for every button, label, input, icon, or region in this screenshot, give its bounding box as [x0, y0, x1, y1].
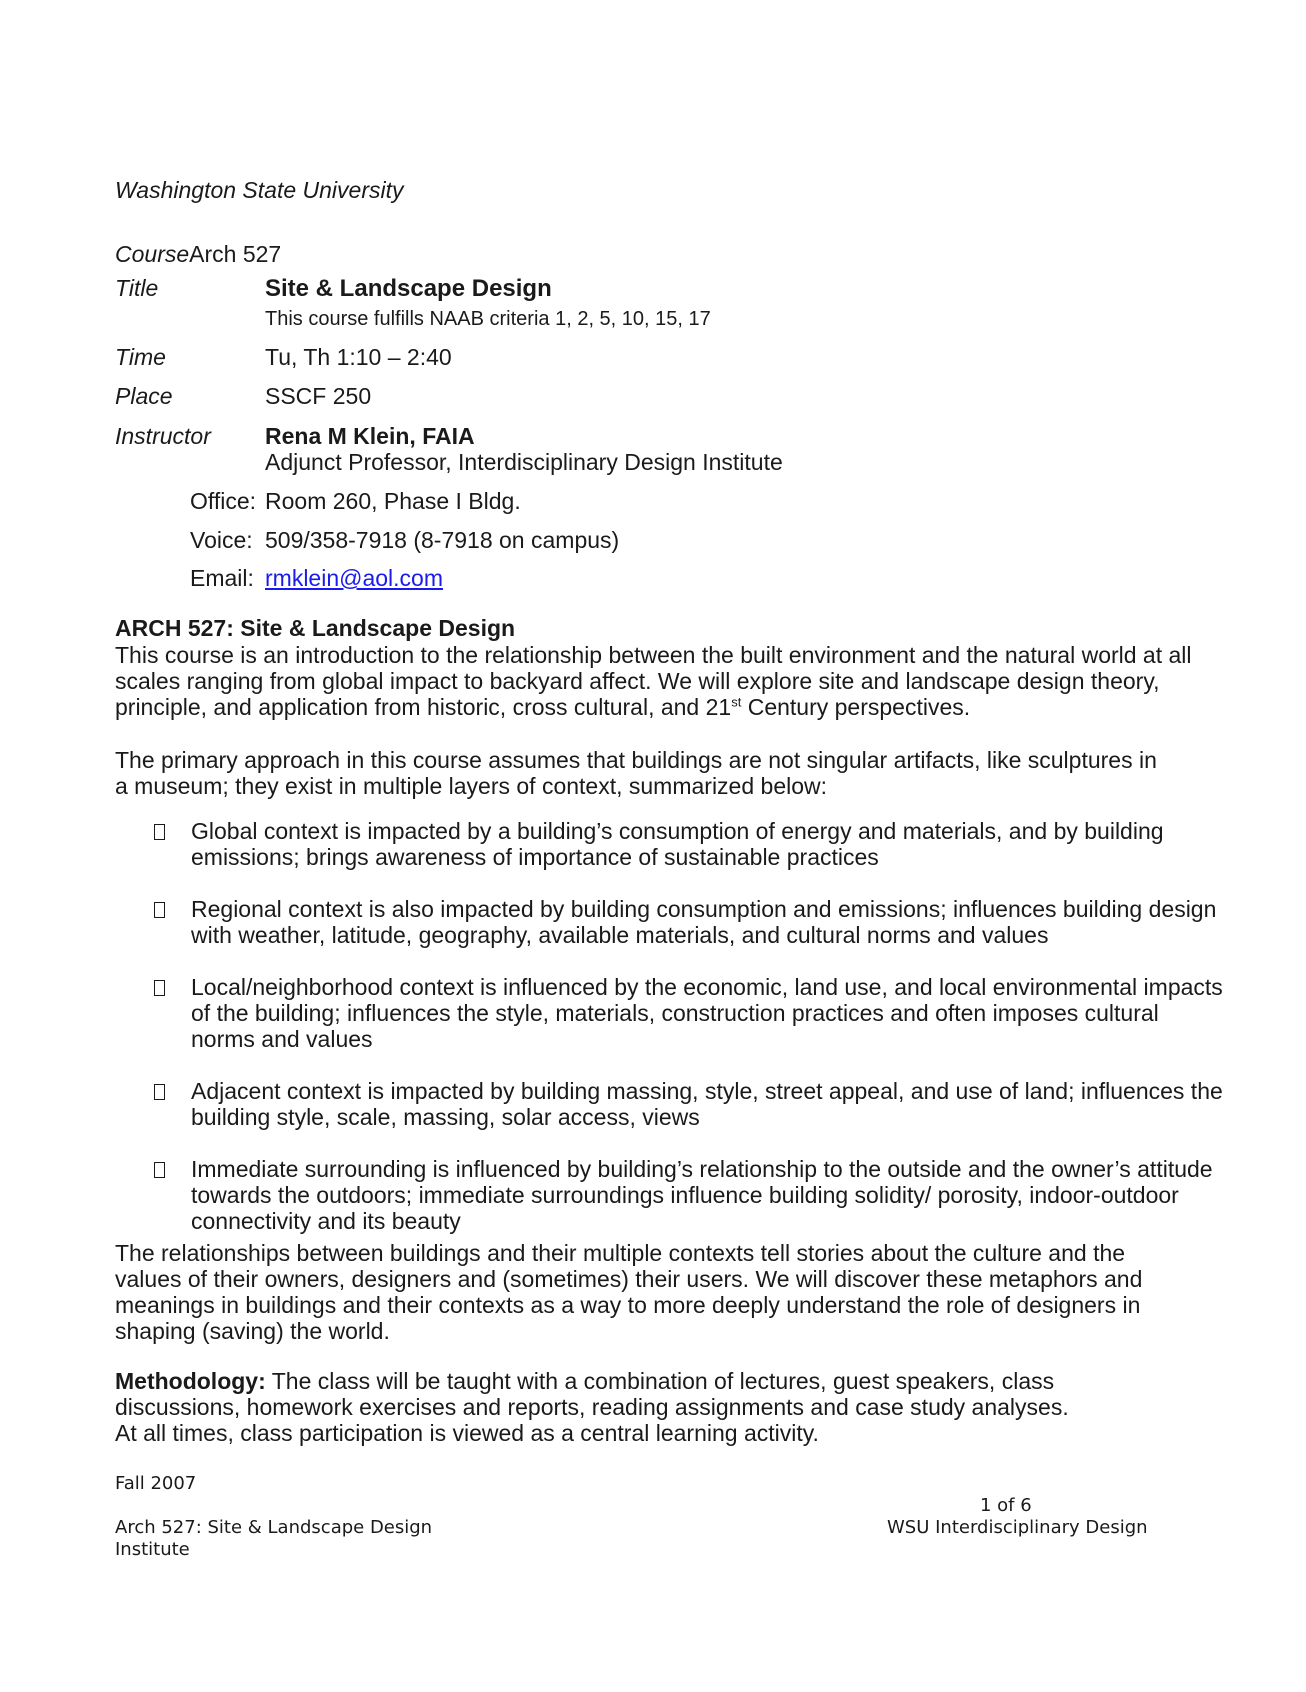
course-description: This course is an introduction to the relationship between the built environment and the natural world at all scales ranging from global impact to backyard affect. We will explore site and landscape design theory, principle, and application from historic, cross cultural, and 21st Century perspectives. — [115, 642, 1192, 720]
instructor-label: Instructor — [115, 423, 211, 449]
superscript-st: st — [731, 694, 742, 710]
email-label: Email: — [190, 565, 254, 591]
methodology-label: Methodology: — [115, 1368, 266, 1394]
university-name: Washington State University — [115, 177, 404, 203]
voice-value: 509/358-7918 (8-7918 on campus) — [265, 527, 620, 553]
list-item: Adjacent context is impacted by building massing, style, street appeal, and use of land; influences the building style, scale, massing, solar access, views — [115, 1078, 1225, 1130]
bullet-box-icon — [154, 1084, 165, 1100]
list-item: Local/neighborhood context is influenced by the economic, land use, and local environmental impacts of the building; influences the style, materials, construction practices and often imposes cultural norms and values — [115, 974, 1225, 1052]
bullet-box-icon — [154, 902, 165, 918]
list-item: Immediate surrounding is influenced by building’s relationship to the outside and the owner’s attitude towards the outdoors; immediate surroundings influence building solidity/ porosity, indoor-outdoor connectivity and its beauty — [115, 1156, 1225, 1234]
footer-left-line2: Institute — [115, 1539, 190, 1560]
methodology-paragraph: Methodology: The class will be taught with a combination of lectures, guest speakers, class discussions, homework exercises and reports, reading assignments and case study analyses. At all times, class participation is viewed as a central learning activity. — [115, 1368, 1069, 1446]
time-label: Time — [115, 344, 166, 370]
bullet-box-icon — [154, 980, 165, 996]
place-value: SSCF 250 — [265, 383, 372, 409]
office-label: Office: — [190, 488, 257, 514]
course-value: Arch 527 — [189, 241, 282, 267]
office-value: Room 260, Phase I Bldg. — [265, 488, 521, 514]
approach-intro: The primary approach in this course assumes that buildings are not singular artifacts, like sculptures in a museum; they exist in multiple layers of context, summarized below: — [115, 747, 1157, 799]
email-link[interactable]: rmklein@aol.com — [265, 565, 444, 591]
title-label: Title — [115, 275, 159, 301]
footer-right-line: WSU Interdisciplinary Design — [887, 1517, 1148, 1538]
instructor-name: Rena M Klein, FAIA — [265, 423, 475, 449]
list-item: Regional context is also impacted by building consumption and emissions; influences building design with weather, latitude, geography, available materials, and cultural norms and values — [115, 896, 1225, 948]
footer-term: Fall 2007 — [115, 1473, 197, 1494]
description-heading: ARCH 527: Site & Landscape Design — [115, 615, 516, 641]
naab-criteria-note: This course fulfills NAAB criteria 1, 2, 5, 10, 15, 17 — [265, 308, 711, 330]
relationships-paragraph: The relationships between buildings and their multiple contexts tell stories about the culture and the values of their owners, designers and (sometimes) their users. We will discover these metaphors and meanings in buildings and their contexts as a way to more deeply understand the role of designers in shaping (saving) the world. — [115, 1240, 1143, 1344]
voice-label: Voice: — [190, 527, 253, 553]
footer-page-number: 1 of 6 — [980, 1495, 1032, 1516]
instructor-position: Adjunct Professor, Interdisciplinary Design Institute — [265, 449, 783, 475]
course-row — [115, 241, 281, 268]
bullet-box-icon — [154, 1162, 165, 1178]
course-title: Site & Landscape Design — [265, 275, 552, 302]
time-value: Tu, Th 1:10 – 2:40 — [265, 344, 452, 370]
list-item: Global context is impacted by a building’s consumption of energy and materials, and by building emissions; brings awareness of importance of sustainable practices — [115, 818, 1225, 870]
place-label: Place — [115, 383, 173, 409]
bullet-box-icon — [154, 824, 165, 840]
footer-left-line1: Arch 527: Site & Landscape Design — [115, 1517, 433, 1538]
context-bullet-list — [115, 818, 1225, 1260]
course-label: Course — [115, 241, 190, 267]
